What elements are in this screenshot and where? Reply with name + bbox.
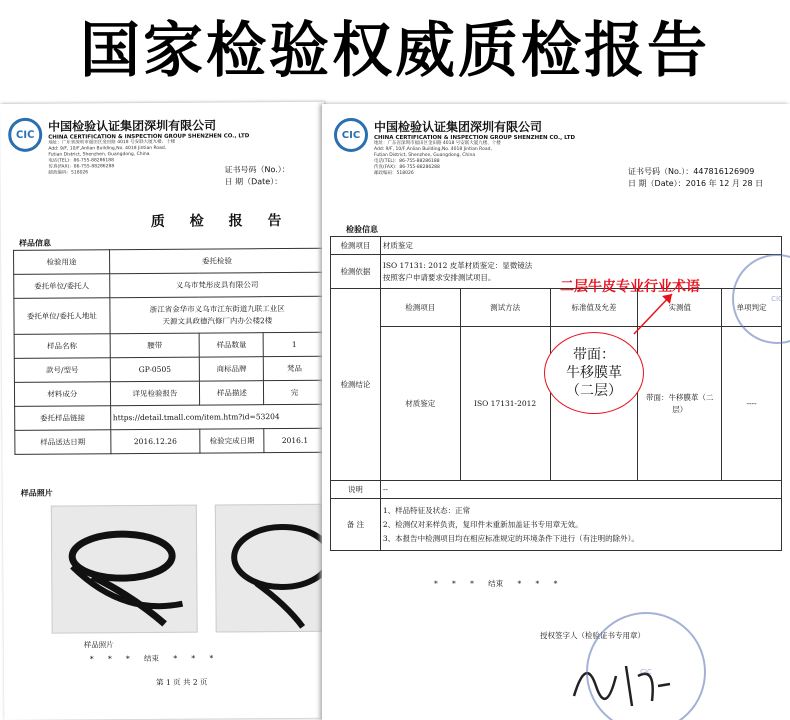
cell-value: GP-0505 bbox=[110, 357, 200, 382]
ellipse-line: 牛移膜革 bbox=[566, 365, 622, 381]
col-header: 标准值及允差 bbox=[550, 289, 638, 327]
cell-value: ---- bbox=[722, 327, 782, 481]
company-address: 地址：广东省深圳市福田区金田路 4018 号安联大厦九楼、十楼 bbox=[374, 141, 501, 146]
cell-value: 腰带 bbox=[110, 333, 200, 358]
cell-value: 2016.1 bbox=[264, 428, 326, 452]
company-address-en: Add: 9/F, 10/F,Anlian Building,No. 4018 Jintian Road, bbox=[48, 145, 167, 152]
cell-value: 材质鉴定 bbox=[380, 327, 460, 481]
belt-loop-icon bbox=[216, 505, 328, 634]
cell-label: 样品数量 bbox=[199, 333, 263, 357]
section-sample-info: 样品信息 bbox=[18, 237, 52, 248]
note-line: 1、样品特征及状态：正常 bbox=[382, 505, 471, 515]
col-header: 单项判定 bbox=[722, 289, 782, 327]
cell-label: 委托单位/委托人 bbox=[14, 274, 110, 299]
cell-value bbox=[380, 499, 781, 551]
cell-value: 2016.12.26 bbox=[110, 429, 200, 454]
ellipse-line: （二层） bbox=[566, 383, 622, 399]
table-row bbox=[331, 255, 782, 289]
company-tel: 电话(TEL)：86-755-88286188 bbox=[48, 158, 114, 164]
signer-label: 授权签字人（检验证书专用章） bbox=[540, 631, 645, 640]
cell-link: https://detail.tmall.com/item.htm?id=53204 bbox=[110, 404, 325, 430]
cert-no: 447816126909 bbox=[693, 167, 755, 176]
cell-label: 委托样品链接 bbox=[15, 406, 111, 431]
ellipse-line: 带面： bbox=[573, 347, 615, 363]
company-zip: 邮政编码：518026 bbox=[48, 170, 89, 176]
table-row bbox=[14, 296, 325, 334]
annotation-ellipse bbox=[544, 332, 644, 414]
address-line-1: 浙江省金华市义乌市江东街道九联工业区 bbox=[149, 303, 285, 314]
belt-photo-1 bbox=[51, 505, 198, 634]
cell-label: 检验用途 bbox=[14, 250, 110, 275]
belt-coiled-icon bbox=[52, 506, 199, 635]
cell-label: 委托单位/委托人地址 bbox=[14, 298, 110, 335]
company-name-cn: 中国检验认证集团深圳有限公司 bbox=[374, 120, 543, 134]
company-header bbox=[8, 116, 249, 177]
note-line: 2、检测仅对来样负责，复印件未重新加盖证书专用章无效。 bbox=[382, 519, 583, 529]
page-number: 第 1 页 共 2 页 bbox=[156, 677, 208, 687]
company-address: 地址：广东省深圳市福田区金田路 4018 号安联大厦九楼、十楼 bbox=[48, 139, 176, 146]
cert-no-label: 证书号码（No.）： bbox=[628, 167, 694, 176]
company-tel: 电话(TEL)：86-755-88286188 bbox=[374, 159, 440, 164]
official-seal-icon: CIC bbox=[732, 254, 790, 344]
cell-label: 检测依据 bbox=[331, 255, 381, 289]
cert-info bbox=[628, 166, 763, 190]
table-row bbox=[331, 289, 782, 327]
report-title: 质 检 报 告 bbox=[150, 212, 292, 230]
report-page-2 bbox=[322, 104, 790, 720]
cell-label: 检测结论 bbox=[331, 289, 381, 481]
end-marker: * * * 结束 * * * bbox=[434, 579, 558, 588]
company-zip: 邮政编码：518026 bbox=[374, 171, 414, 176]
cert-no-label: 证书号码（No.）： bbox=[224, 164, 290, 175]
col-header: 测试方法 bbox=[460, 289, 550, 327]
company-address-en: Add: 9/F, 10/F,Anlian Building,No. 4018 Jintian Road, bbox=[374, 147, 492, 152]
col-header: 实测值 bbox=[638, 289, 722, 327]
report-date: 2016 年 12 月 28 日 bbox=[685, 179, 764, 188]
cell-value: -- bbox=[380, 481, 781, 499]
table-row bbox=[14, 380, 325, 406]
company-name-en: CHINA CERTIFICATION & INSPECTION GROUP SHENZHEN CO., LTD bbox=[48, 133, 250, 141]
table-row bbox=[15, 428, 326, 454]
cell-label: 样品名称 bbox=[14, 334, 110, 359]
cert-info bbox=[224, 164, 289, 188]
table-row bbox=[14, 332, 325, 358]
cell-value: 带面：牛移膜革（二层） bbox=[638, 327, 722, 481]
cell-label: 材料成分 bbox=[14, 382, 110, 407]
belt-photo-2 bbox=[215, 504, 328, 633]
banner-title: 国家检验权威质检报告 bbox=[80, 16, 710, 86]
company-fax: 传真(FAX)：86-755-88286288 bbox=[48, 164, 115, 170]
cell-value: 详见检验报告 bbox=[110, 381, 200, 406]
cell-value: 义乌市梵彤皮具有限公司 bbox=[109, 272, 324, 298]
annotation-arrow-icon bbox=[632, 288, 678, 336]
cell-label: 样品送达日期 bbox=[15, 430, 111, 455]
official-seal-icon-2: CIC bbox=[586, 612, 706, 720]
end-marker: * * * 结束 * * * bbox=[89, 653, 214, 664]
company-name-cn: 中国检验认证集团深圳有限公司 bbox=[48, 118, 217, 134]
note-line: 3、本报告中检测项目均在相应标准规定的环境条件下进行（有注明的除外）。 bbox=[382, 533, 639, 543]
annotation-label: 二层牛皮专业行业术语 bbox=[560, 279, 700, 295]
table-row bbox=[14, 248, 325, 274]
table-row bbox=[14, 356, 325, 382]
cell-value: ISO 17131-2012 bbox=[460, 327, 550, 481]
cell-value bbox=[110, 296, 326, 334]
sample-info-table bbox=[13, 248, 326, 455]
company-fax: 传真(FAX)：86-755-88286288 bbox=[374, 165, 440, 170]
date-label: 日 期（Date）： bbox=[628, 179, 686, 188]
col-header: 检测项目 bbox=[380, 289, 460, 327]
cell-value: 委托检验 bbox=[109, 248, 324, 274]
basis-line-1: ISO 17131: 2012 皮革材质鉴定：显微镜法 bbox=[382, 260, 533, 270]
cell-value: 梵品 bbox=[263, 356, 325, 380]
cell-value: 材质鉴定 bbox=[380, 237, 781, 255]
table-row bbox=[331, 237, 782, 255]
cell-label: 样品描述 bbox=[200, 381, 264, 405]
cell-label: 款号/型号 bbox=[14, 358, 110, 383]
cic-logo-icon: CIC bbox=[334, 118, 368, 152]
cic-logo-icon: CIC bbox=[8, 118, 42, 152]
company-address-en-2: Futian District, Shenzhen, Guangdong, China bbox=[48, 151, 150, 158]
photo-caption: 样品照片 bbox=[83, 640, 114, 650]
company-address-en-2: Futian District, Shenzhen, Guangdong, China bbox=[374, 153, 476, 158]
table-row bbox=[331, 499, 782, 551]
cell-label: 检测项目 bbox=[331, 237, 381, 255]
report-page-1 bbox=[0, 102, 328, 720]
cell-label: 说明 bbox=[331, 481, 381, 499]
table-row bbox=[14, 272, 325, 298]
section-inspection-info: 检验信息 bbox=[346, 224, 378, 234]
section-sample-photo: 样品照片 bbox=[20, 487, 53, 498]
cell-label: 备 注 bbox=[331, 499, 381, 551]
cell-label: 检验完成日期 bbox=[200, 429, 264, 453]
cell-value: 1 bbox=[263, 332, 325, 356]
cell-value: 完 bbox=[264, 380, 326, 404]
basis-line-2: 按照客户申请要求安排测试项目。 bbox=[382, 272, 496, 282]
table-row bbox=[15, 404, 326, 430]
address-line-2: 天源文具政德汽修厂内办公楼2楼 bbox=[162, 315, 273, 326]
date-label: 日 期（Date）： bbox=[224, 177, 283, 187]
company-header bbox=[334, 118, 575, 177]
cell-label: 商标品牌 bbox=[200, 357, 264, 381]
company-name-en: CHINA CERTIFICATION & INSPECTION GROUP SHENZHEN CO., LTD bbox=[374, 135, 576, 141]
table-row bbox=[331, 481, 782, 499]
